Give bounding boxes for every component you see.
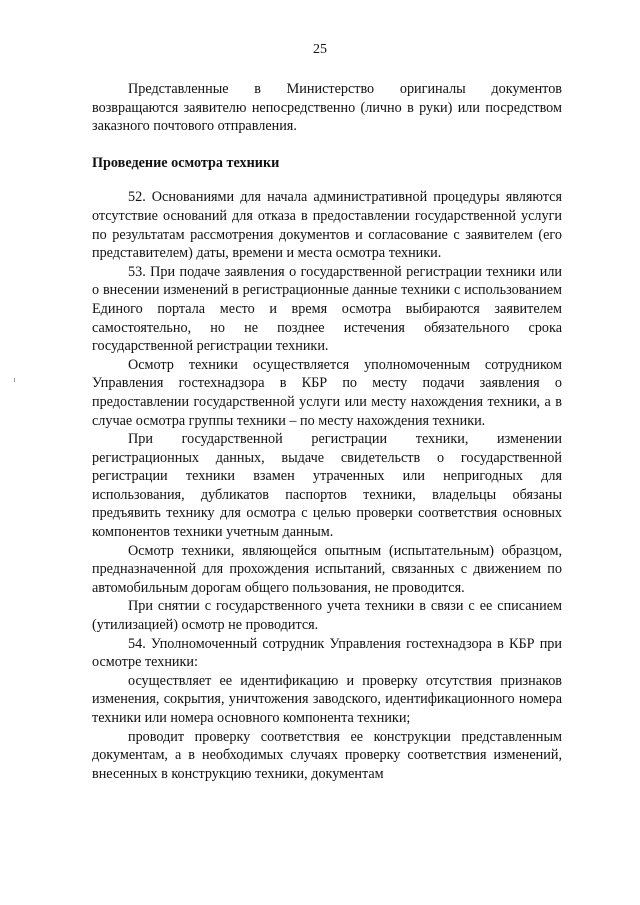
document-body xyxy=(92,80,562,783)
section-heading: Проведение осмотра техники xyxy=(92,154,280,171)
paragraph-intro: Представленные в Министерство оригиналы документов возвращаются заявителю непосредственно (лично в руки) или посредством заказного почтового отправления. xyxy=(92,81,562,135)
paragraph-deregistration: При снятии с государственного учета техники в связи с ее списанием (утилизацией) осмотр не проводится. xyxy=(92,598,562,634)
paragraph-prototype: Осмотр техники, являющейся опытным (испытательным) образцом, предназначенной для прохождения испытаний, связанных с движением по автомобильным дорогам общего пользования, не проводится. xyxy=(92,542,562,596)
paragraph-compliance: проводит проверку соответствия ее конструкции представленным документам, а в необходимых случаях проверку соответствия изменений, внесенных в конструкцию техники, документам xyxy=(92,728,562,782)
paragraph-inspection: Осмотр техники осуществляется уполномоченным сотрудником Управления гостехнадзора в КБР по месту подачи заявления о предоставлении государственной услуги или месту нахождения техники, а в случае осмотра группы техники – по месту нахождения техники. xyxy=(92,356,562,429)
paragraph-54: 54. Уполномоченный сотрудник Управления гостехнадзора в КБР при осмотре техники: xyxy=(92,635,562,671)
paragraph-registration: При государственной регистрации техники, изменении регистрационных данных, выдаче свидетельств о государственной регистрации техники взамен утраченных или непригодных для использования, дубликатов паспортов техники, владельцы обязаны предъявить технику для осмотра с целью проверки соответствия основных компонентов техники учетным данным. xyxy=(92,431,562,541)
scan-speck xyxy=(14,378,15,382)
page-number: 25 xyxy=(313,42,327,57)
paragraph-identification: осуществляет ее идентификацию и проверку отсутствия признаков изменения, сокрытия, уничтожения заводского, идентификационного номера техники или номера основного компонента техники; xyxy=(92,672,562,726)
paragraph-53: 53. При подаче заявления о государственной регистрации техники или о внесении изменений в регистрационные данные техники с использованием Единого портала место и время осмотра выбираются заявителем самостоятельно, но не позднее истечения обязательного срока государственной регистрации техники. xyxy=(92,263,562,355)
paragraph-52: 52. Основаниями для начала административной процедуры являются отсутствие оснований для отказа в предоставлении государственной услуги по результатам рассмотрения документов и согласование с заявителем (его представителем) даты, времени и места осмотра техники. xyxy=(92,189,562,262)
